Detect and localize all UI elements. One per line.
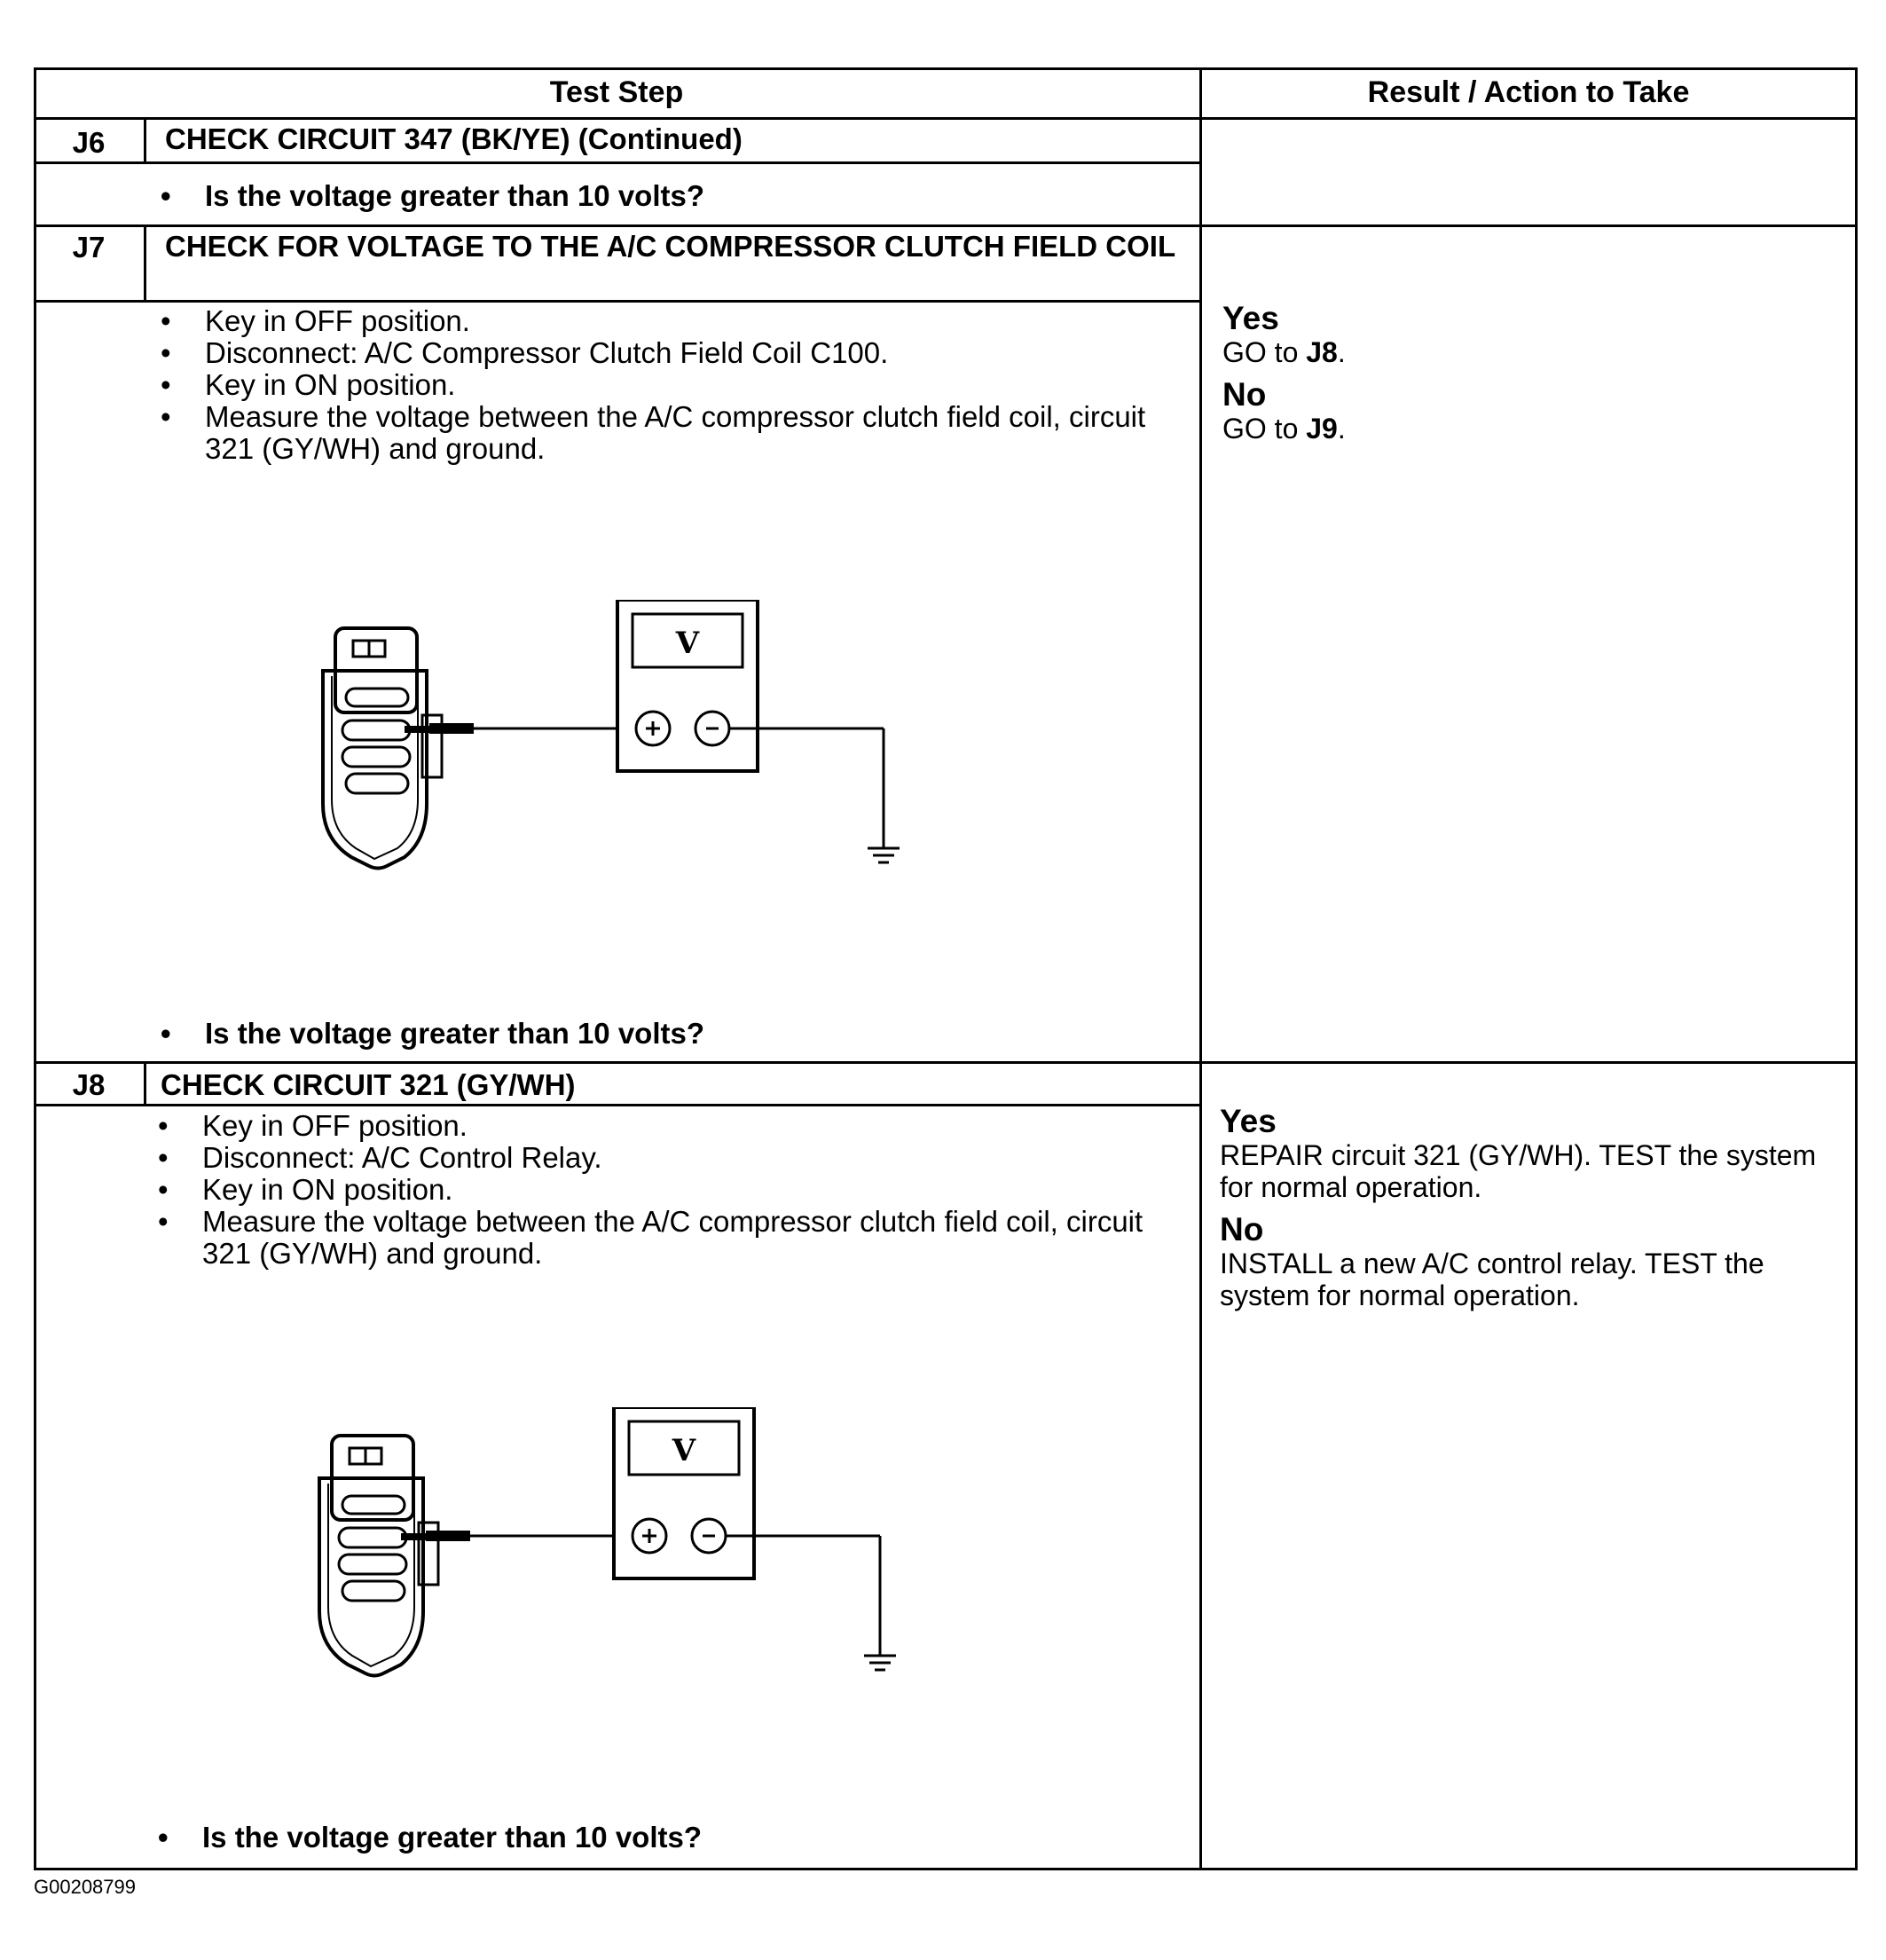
column-divider <box>1199 67 1202 1870</box>
figure-id: G00208799 <box>34 1876 136 1898</box>
header-result: Result / Action to Take <box>1367 75 1690 109</box>
connector-icon <box>323 628 442 869</box>
result-j7 <box>1222 301 1835 453</box>
step-list-j8 <box>158 1110 1178 1270</box>
id-divider-j8 <box>144 1061 146 1106</box>
step-id-j7: J7 <box>72 231 106 264</box>
connector-icon <box>319 1436 438 1676</box>
table-border-left <box>34 67 36 1870</box>
diagnostic-table <box>34 67 1858 1870</box>
result-no-label: No <box>1222 376 1267 413</box>
result-no-text: GO to J9. <box>1222 413 1346 445</box>
title-divider-j7 <box>34 300 1199 303</box>
probe-wire-icon <box>401 1531 614 1541</box>
id-divider-j7 <box>144 224 146 302</box>
result-no-target: J9 <box>1306 413 1338 445</box>
meter-label: V <box>675 626 700 661</box>
result-yes-label: Yes <box>1222 300 1279 336</box>
result-yes-label: Yes <box>1220 1103 1277 1139</box>
step-item: • Key in ON position. <box>158 1174 1178 1206</box>
step-title-j8: CHECK CIRCUIT 321 (GY/WH) <box>161 1068 576 1101</box>
id-divider-j6 <box>144 117 146 163</box>
step-item: • Key in OFF position. <box>158 1110 1178 1142</box>
table-border-right <box>1855 67 1858 1870</box>
ground-icon <box>868 848 900 862</box>
meter-label: V <box>672 1433 696 1468</box>
step-item: • Key in OFF position. <box>161 305 1181 337</box>
result-yes-text: GO to J8. <box>1222 336 1346 368</box>
question-j8: • Is the voltage greater than 10 volts? <box>158 1822 702 1854</box>
question-j6: • Is the voltage greater than 10 volts? <box>161 180 704 212</box>
row-divider-j7 <box>34 1061 1858 1064</box>
row-divider-j6 <box>34 224 1858 227</box>
result-no-text: INSTALL a new A/C control relay. TEST the system for normal operation. <box>1220 1248 1764 1311</box>
voltmeter-icon <box>614 1407 880 1656</box>
result-yes-target: J8 <box>1306 336 1338 368</box>
step-item: • Disconnect: A/C Compressor Clutch Field Coil C100. <box>161 337 1181 369</box>
result-j8 <box>1220 1104 1832 1320</box>
step-list-j7 <box>161 305 1181 465</box>
result-yes-text: REPAIR circuit 321 (GY/WH). TEST the system for normal operation. <box>1220 1139 1817 1203</box>
step-title-j7: CHECK FOR VOLTAGE TO THE A/C COMPRESSOR CLUTCH FIELD COIL <box>165 230 1176 263</box>
header-test-step: Test Step <box>549 75 684 109</box>
step-item: • Key in ON position. <box>161 369 1181 401</box>
result-no-label: No <box>1220 1211 1264 1248</box>
voltmeter-diagram-j8 <box>312 1407 915 1682</box>
question-j7: • Is the voltage greater than 10 volts? <box>161 1018 704 1050</box>
voltmeter-icon <box>617 600 884 848</box>
title-divider-j6 <box>34 161 1199 164</box>
table-border-bottom <box>34 1868 1858 1870</box>
step-item: • Measure the voltage between the A/C compressor clutch field coil, circuit 321 (GY/WH) and ground. <box>158 1206 1178 1270</box>
step-id-j8: J8 <box>72 1068 106 1101</box>
title-divider-j8 <box>34 1104 1199 1106</box>
ground-icon <box>864 1656 896 1670</box>
step-item: • Disconnect: A/C Control Relay. <box>158 1142 1178 1174</box>
header-divider <box>34 117 1858 120</box>
voltmeter-diagram-j7 <box>316 600 919 875</box>
probe-wire-icon <box>405 723 617 734</box>
step-title-j6: CHECK CIRCUIT 347 (BK/YE) (Continued) <box>165 122 743 155</box>
step-id-j6: J6 <box>72 126 106 159</box>
step-item: • Measure the voltage between the A/C compressor clutch field coil, circuit 321 (GY/WH) and ground. <box>161 401 1181 465</box>
